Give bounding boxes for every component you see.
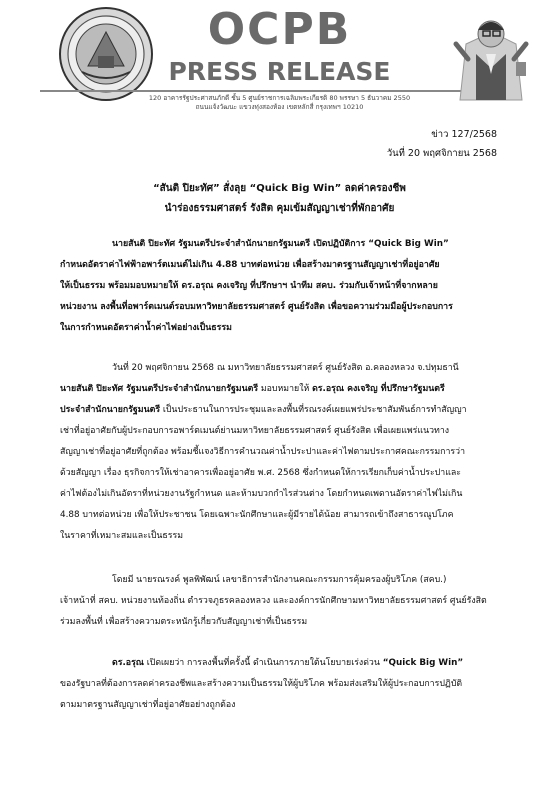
headline-line2: นำร่องธรรมศาสตร์ รังสิต คุมเข้มสัญญาเช่าที่พักอาศัย <box>164 203 395 214</box>
body-line <box>60 653 500 674</box>
lead-line: ในการกำหนดอัตราค่าน้ำค่าไฟอย่างเป็นธรรม <box>60 323 232 333</box>
headline-line1: “สันติ ปิยะทัศ” สั่งลุย “Quick Big Win” ลดค่าครองชีพ <box>153 183 406 194</box>
ocpb-logo-text: OCPB <box>207 4 352 55</box>
lead-line: กำหนดอัตราค่าไฟฟ้าอพาร์ตเมนต์ไม่เกิน 4.88 บาทต่อหน่วย เพื่อสร้างมาตรฐานสัญญาเช่าที่อยู่อาศัย <box>60 260 440 270</box>
lead-line: ให้เป็นธรรม พร้อมมอบหมายให้ ดร.อรุณ คงเจริญ ที่ปรึกษาฯ นำทีม สคบ. ร่วมกับเจ้าหน้าที่จากหลาย <box>60 281 438 291</box>
body-line: เช่าที่อยู่อาศัยกับผู้ประกอบการอพาร์ตเมนต์ย่านมหาวิทยาลัยธรรมศาสตร์ ศูนย์รังสิต เพื่อเผยแพร่แนวทาง <box>60 426 450 436</box>
press-header <box>0 0 559 118</box>
body-line: เจ้าหน้าที่ สคบ. หน่วยงานท้องถิ่น ตำรวจภูธรคลองหลวง และองค์การนักศึกษามหาวิทยาลัยธรรมศาสตร์ ศูนย์รังสิต <box>60 596 487 606</box>
body-line <box>60 400 500 421</box>
body-paragraph-2 <box>60 358 500 547</box>
body-line: 4.88 บาทต่อหน่วย เพื่อให้ประชาชน โดยเฉพาะนักศึกษาและผู้มีรายได้น้อย สามารถเข้าถึงสาธารณูปโภค <box>60 510 454 520</box>
body-text: เปิดเผยว่า การลงพื้นที่ครั้งนี้ ดำเนินการภายใต้นโยบายเร่งด่วน <box>143 658 383 668</box>
news-number: ข่าว 127/2568 <box>431 129 497 140</box>
press-release-banner: PRESS RELEASE <box>168 57 391 86</box>
minister-name: นายสันติ ปิยะทัศ รัฐมนตรีประจำสำนักนายกรัฐมนตรี <box>60 384 259 394</box>
advisor-short-name: ดร.อรุณ <box>112 658 144 668</box>
body-line: ร่วมลงพื้นที่ เพื่อสร้างความตระหนักรู้เกี่ยวกับสัญญาเช่าที่เป็นธรรม <box>60 617 308 627</box>
body-paragraph-3 <box>60 570 500 633</box>
lead-line: หน่วยงาน ลงพื้นที่อพาร์ตเมนต์รอบมหาวิทยาลัยธรรมศาสตร์ ศูนย์รังสิต เพื่อขอความร่วมมือผู้ประกอบการ <box>60 302 453 312</box>
policy-name: “Quick Big Win” <box>382 658 464 668</box>
body-line: ตามมาตรฐานสัญญาเช่าที่อยู่อาศัยอย่างถูกต้อง <box>60 700 236 710</box>
body-line: โดยมี นายรณรงค์ พูลพิพัฒน์ เลขาธิการสำนักงานคณะกรรมการคุ้มครองผู้บริโภค (สคบ.) <box>112 575 447 585</box>
advisor-title: ประจำสำนักนายกรัฐมนตรี <box>60 405 161 415</box>
body-paragraph-4 <box>60 653 500 716</box>
body-line: วันที่ 20 พฤศจิกายน 2568 ณ มหาวิทยาลัยธรรมศาสตร์ ศูนย์รังสิต อ.คลองหลวง จ.ปทุมธานี <box>112 363 459 373</box>
office-address-line2: ถนนแจ้งวัฒนะ แขวงทุ่งสองห้อง เขตหลักสี่ กรุงเทพฯ 10210 <box>195 103 364 111</box>
header-divider <box>40 90 520 92</box>
body-line: ค่าไฟต้องไม่เกินอัตราที่หน่วยงานรัฐกำหนด และห้ามบวกกำไรส่วนต่าง โดยกำหนดเพดานอัตราค่าไฟไม่เกิน <box>60 489 463 499</box>
body-line: ด้วยสัญญา เรื่อง ธุรกิจการให้เช่าอาคารเพื่ออยู่อาศัย พ.ศ. 2568 ซึ่งกำหนดให้การเรียกเก็บค่าน้ำประปาและ <box>60 468 461 478</box>
office-address-line1: 120 อาคารรัฐประศาสนภักดี ชั้น 5 ศูนย์ราชการเฉลิมพระเกียรติ 80 พรรษา 5 ธันวาคม 2550 <box>148 94 411 102</box>
body-text: เป็นประธานในการประชุมและลงพื้นที่รณรงค์เผยแพร่ประชาสัมพันธ์การทำสัญญา <box>160 405 467 415</box>
body-line: ในราคาที่เหมาะสมและเป็นธรรม <box>60 531 184 541</box>
lead-paragraph <box>60 234 500 339</box>
lead-line: นายสันติ ปิยะทัศ รัฐมนตรีประจำสำนักนายกรัฐมนตรี เปิดปฏิบัติการ “Quick Big Win” <box>112 239 449 249</box>
release-date: วันที่ 20 พฤศจิกายน 2568 <box>386 148 497 159</box>
mascot-illustration-icon <box>452 4 530 104</box>
body-text: มอบหมายให้ <box>258 384 313 394</box>
body-line: สัญญาเช่าที่อยู่อาศัยที่ถูกต้อง พร้อมชี้แจงวิธีการคำนวณค่าน้ำประปาและค่าไฟตามประกาศคณะกรรมการว่า <box>60 447 466 457</box>
advisor-name: ดร.อรุณ คงเจริญ ที่ปรึกษารัฐมนตรี <box>312 384 445 394</box>
body-line <box>60 379 500 400</box>
body-line: ของรัฐบาลที่ต้องการลดค่าครองชีพและสร้างความเป็นธรรมให้ผู้บริโภค พร้อมส่งเสริมให้ผู้ประกอบการปฏิบัติ <box>60 679 463 689</box>
